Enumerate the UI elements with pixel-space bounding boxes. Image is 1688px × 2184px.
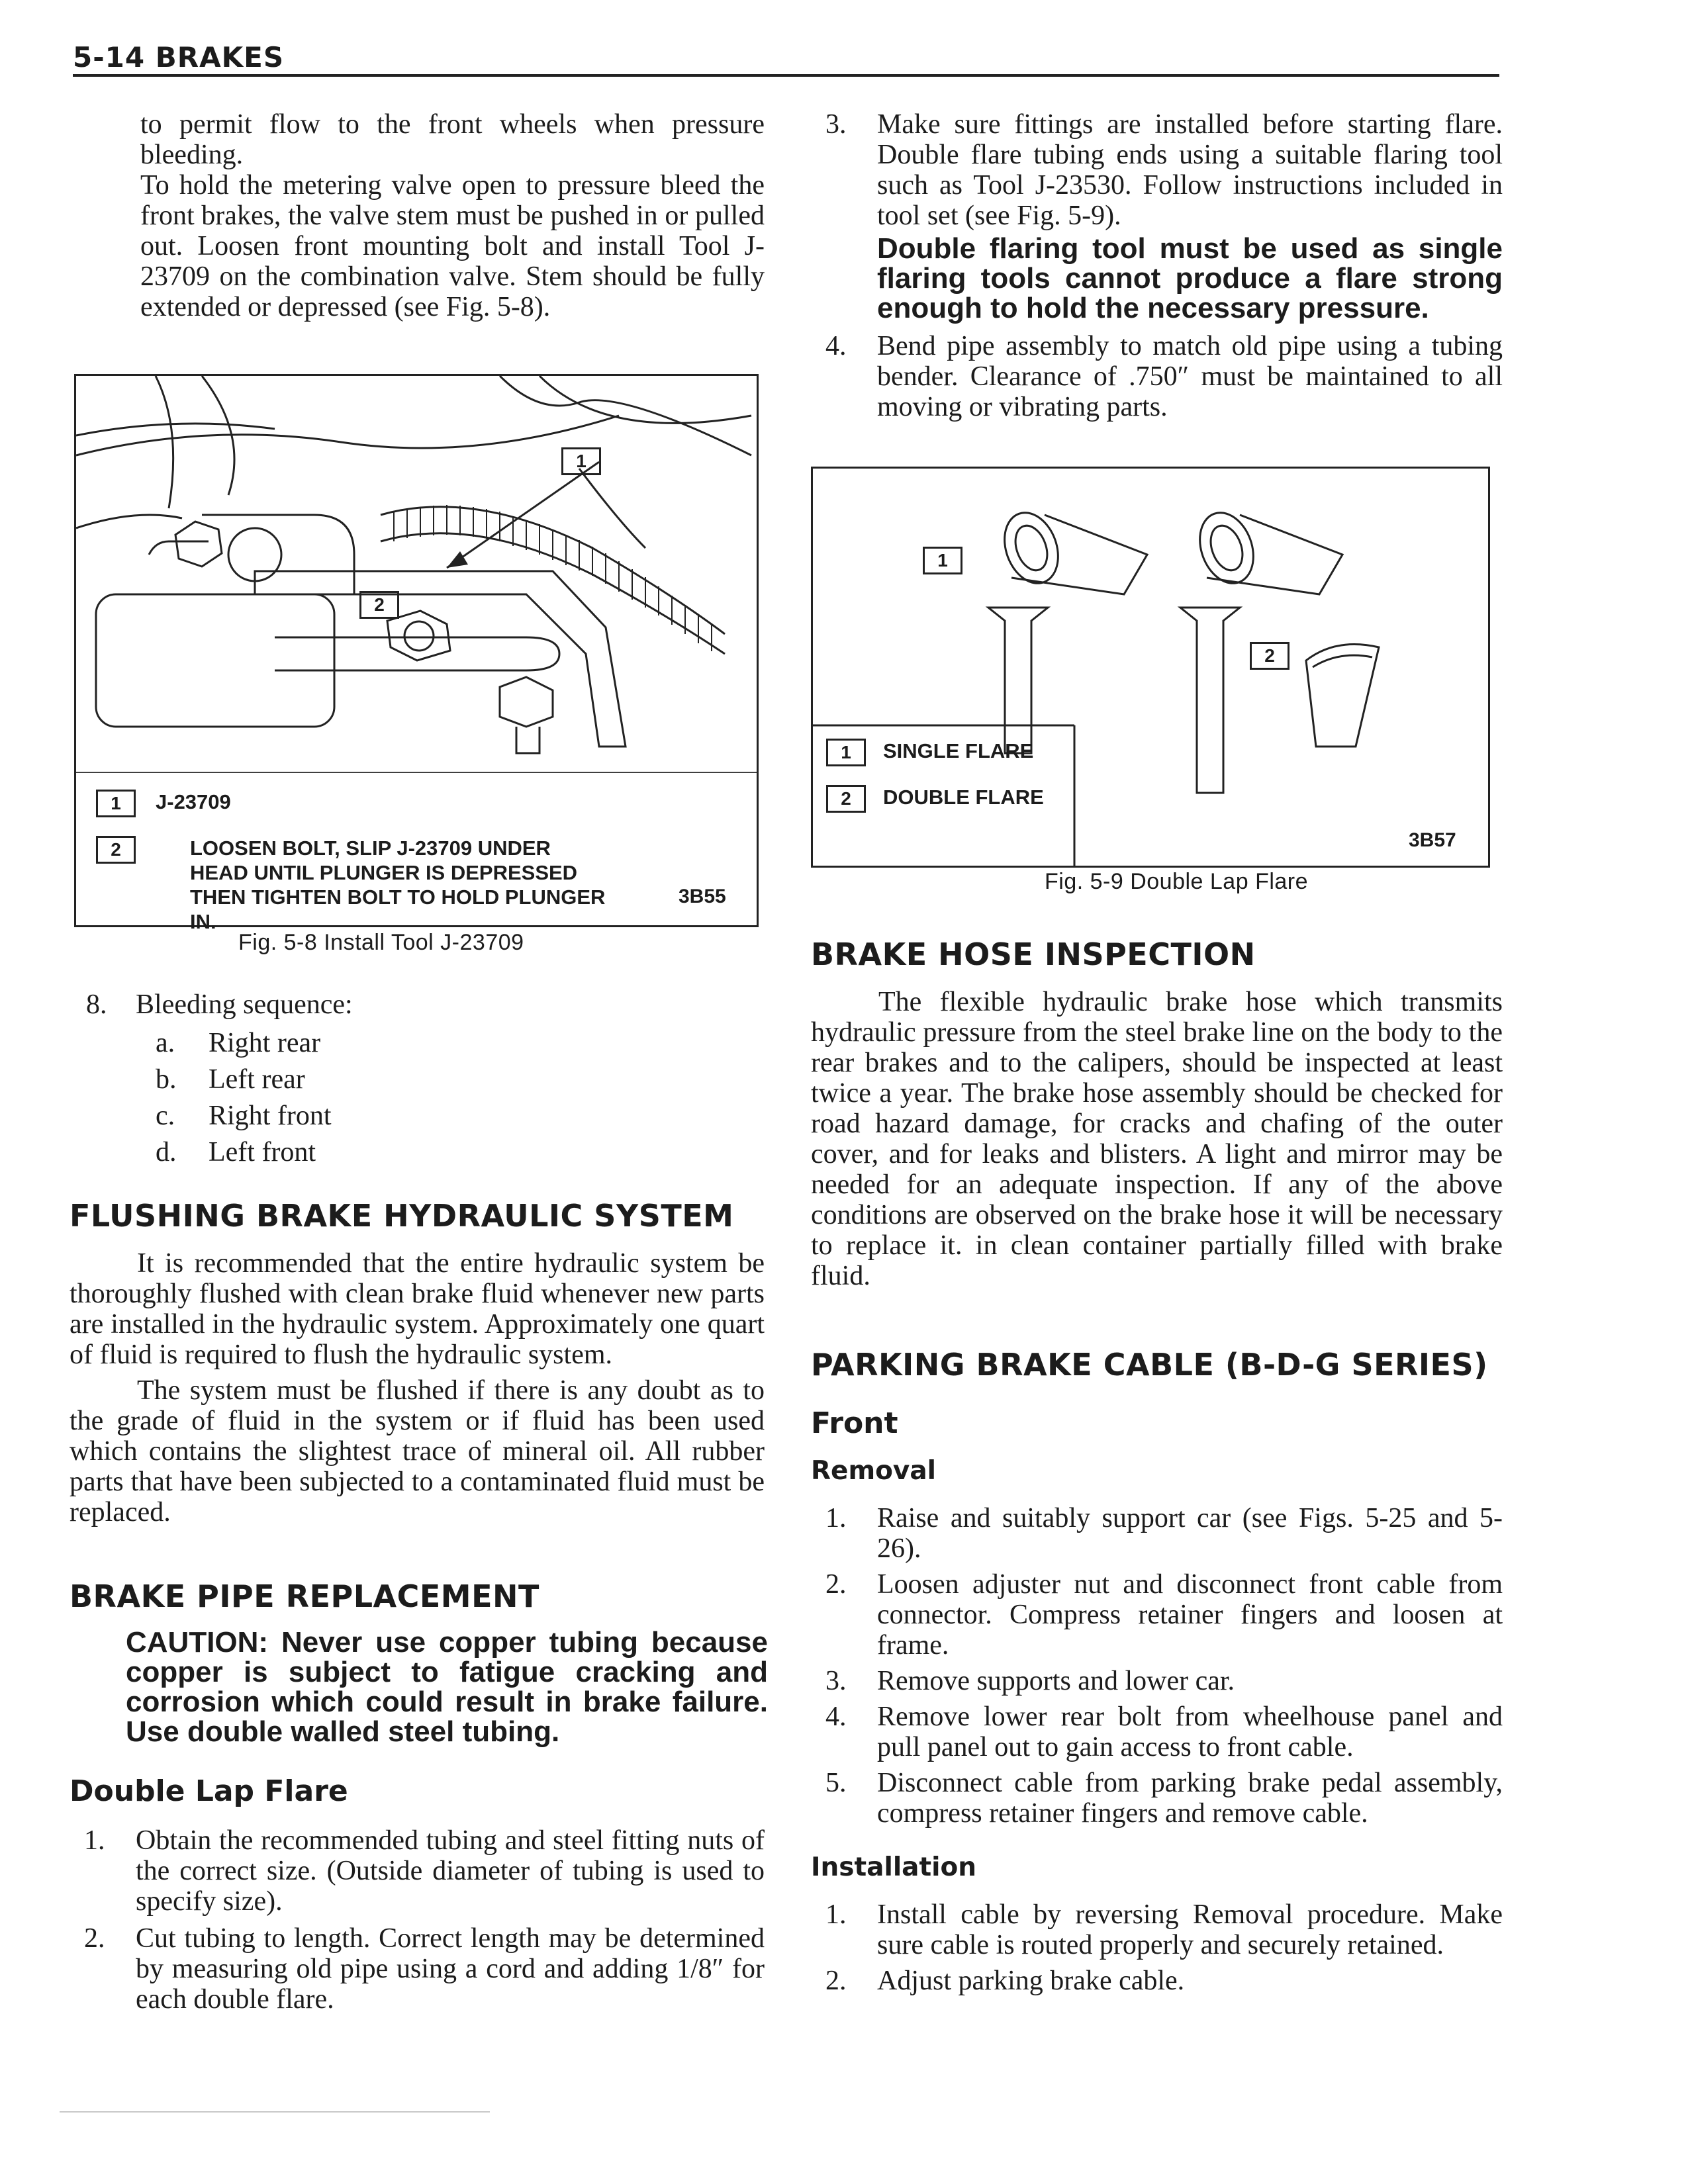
- sequence-item: [70, 1098, 765, 1134]
- right-steps: [811, 109, 1503, 422]
- removal-step: [811, 1503, 1503, 1564]
- legend-text-j23709: J-23709: [156, 790, 231, 814]
- sequence-letter: d.: [156, 1137, 177, 1167]
- parking-brake-section: [811, 1347, 1503, 1996]
- header-rule: [73, 74, 1499, 77]
- legend-badge-2: 2: [96, 836, 136, 864]
- figure-5-9-legend-2: [826, 785, 1071, 813]
- sequence-text: Left rear: [209, 1064, 305, 1095]
- figure-5-8-badge-1: 1: [561, 447, 601, 475]
- removal-heading: Removal: [811, 1456, 937, 1486]
- flare-step-number: 1.: [84, 1825, 105, 1856]
- sequence-item: [70, 1062, 765, 1098]
- legend-badge-1: 1: [826, 739, 866, 766]
- removal-step-text: Raise and suitably support car (see Figs. 5-25 and 5-26).: [877, 1503, 1503, 1564]
- step-4: [811, 331, 1503, 422]
- installation-step-number: 2.: [825, 1966, 847, 1996]
- flare-step: [70, 1923, 765, 2015]
- removal-step-text: Remove lower rear bolt from wheelhouse panel and pull panel out to gain access to front cable.: [877, 1702, 1503, 1762]
- installation-step: [811, 1966, 1503, 1996]
- installation-step-text: Adjust parking brake cable.: [877, 1966, 1185, 1996]
- removal-step: [811, 1768, 1503, 1829]
- removal-step: [811, 1666, 1503, 1696]
- hose-inspection-section: [811, 936, 1503, 1291]
- sequence-text: Left front: [209, 1137, 316, 1167]
- flushing-section: [70, 1198, 765, 1527]
- figure-5-8-badge-2: 2: [359, 591, 399, 619]
- removal-step: [811, 1569, 1503, 1661]
- removal-step-text: Loosen adjuster nut and disconnect front cable from connector. Compress retainer fingers and loosen at frame.: [877, 1569, 1503, 1661]
- installation-heading: Installation: [811, 1852, 977, 1882]
- removal-step-number: 1.: [825, 1503, 847, 1533]
- flare-step: [70, 1825, 765, 1917]
- caution-note: CAUTION: Never use copper tubing because copper is subject to fatigue cracking and corrosion which could result in brake failure. Use double walled steel tubing.: [126, 1626, 768, 1748]
- bleeding-sequence: [70, 989, 765, 1171]
- removal-step: [811, 1702, 1503, 1762]
- removal-step-number: 2.: [825, 1569, 847, 1600]
- parking-brake-heading: PARKING BRAKE CABLE (B-D-G SERIES): [811, 1347, 1488, 1383]
- double-flaring-note: Double flaring tool must be used as single flaring tools cannot produce a flare strong enough to hold the necessary pressure.: [877, 232, 1503, 324]
- step-3-number: 3.: [825, 109, 847, 140]
- figure-5-8-legend-1: [96, 790, 731, 817]
- sequence-letter: c.: [156, 1101, 175, 1131]
- flare-step-text: Cut tubing to length. Correct length may be determined by measuring old pipe using a cord and adding 1/8″ for each double flare.: [136, 1923, 765, 2015]
- flushing-paragraph-2: The system must be flushed if there is any doubt as to the grade of fluid in the system or if fluid has been used which contains the slightest trace of mineral oil. All rubber parts that have been subjected to a contaminated fluid must be replaced.: [70, 1375, 765, 1527]
- figure-5-9-caption: Fig. 5-9 Double Lap Flare: [1045, 869, 1309, 894]
- legend-single-flare: SINGLE FLARE: [883, 739, 1034, 763]
- legend-text-loosen-bolt: LOOSEN BOLT, SLIP J-23709 UNDER HEAD UNTIL PLUNGER IS DEPRESSED THEN TIGHTEN BOLT TO HOLD PLUNGER IN.: [190, 837, 606, 933]
- step-8-number: 8.: [86, 989, 107, 1020]
- installation-step: [811, 1899, 1503, 1960]
- hose-inspection-heading: BRAKE HOSE INSPECTION: [811, 936, 1256, 972]
- figure-5-9-code: 3B57: [1409, 829, 1456, 851]
- front-heading: Front: [811, 1406, 898, 1440]
- installation-step-number: 1.: [825, 1899, 847, 1930]
- flushing-heading: FLUSHING BRAKE HYDRAULIC SYSTEM: [70, 1198, 734, 1234]
- figure-5-8-code: 3B55: [679, 886, 726, 907]
- step-4-text: Bend pipe assembly to match old pipe using a tubing bender. Clearance of .750″ must be maintained to all moving or vibrating parts.: [877, 331, 1503, 422]
- step-3: [811, 109, 1503, 323]
- double-lap-flare-heading: Double Lap Flare: [70, 1774, 348, 1808]
- legend-badge-2: 2: [826, 785, 866, 813]
- figure-5-8-legend-2: [96, 836, 612, 934]
- figure-5-8: [74, 374, 759, 933]
- intro-paragraph-1: to permit flow to the front wheels when pressure bleeding.: [140, 109, 765, 170]
- sequence-letter: b.: [156, 1064, 177, 1095]
- figure-5-8-caption: Fig. 5-8 Install Tool J-23709: [238, 930, 524, 955]
- sequence-text: Right front: [209, 1101, 332, 1131]
- step-8: [70, 989, 765, 1020]
- flushing-paragraph-1: It is recommended that the entire hydraulic system be thoroughly flushed with clean brake fluid whenever new parts are installed in the hydraulic system. Approximately one quart of fluid is required to flush the hydraulic system.: [70, 1248, 765, 1370]
- figure-5-9-legend-1: [826, 739, 1071, 766]
- removal-step-number: 5.: [825, 1768, 847, 1798]
- sequence-text: Right rear: [209, 1028, 321, 1058]
- figure-5-9-badge-1: 1: [923, 547, 962, 574]
- removal-step-number: 3.: [825, 1666, 847, 1696]
- flare-step-text: Obtain the recommended tubing and steel fitting nuts of the correct size. (Outside diameter of tubing is used to specify size).: [136, 1825, 765, 1917]
- removal-step-text: Remove supports and lower car.: [877, 1666, 1235, 1696]
- page-header: 5-14 BRAKES: [73, 41, 285, 73]
- figure-5-9-badge-2: 2: [1250, 642, 1289, 670]
- installation-step-text: Install cable by reversing Removal procedure. Make sure cable is routed properly and securely retained.: [877, 1899, 1503, 1960]
- legend-badge-1: 1: [96, 790, 136, 817]
- removal-step-text: Disconnect cable from parking brake pedal assembly, compress retainer fingers and remove cable.: [877, 1768, 1503, 1829]
- step-3-text: Make sure fittings are installed before starting flare. Double flare tubing ends using a suitable flaring tool such as Tool J-23530. Follow instructions included in tool set (see Fig. 5-9).: [877, 109, 1503, 231]
- intro-paragraph-2: To hold the metering valve open to pressure bleed the front brakes, the valve stem must be pushed in or pulled out. Loosen front mounting bolt and install Tool J-23709 on the combination valve. Stem should be fully extended or depressed (see Fig. 5-8).: [140, 170, 765, 322]
- figure-5-9: [811, 467, 1490, 868]
- step-4-number: 4.: [825, 331, 847, 361]
- sequence-item: [70, 1134, 765, 1171]
- pipe-replacement-section: [70, 1578, 768, 2015]
- flare-step-number: 2.: [84, 1923, 105, 1954]
- step-8-text: Bleeding sequence:: [136, 989, 353, 1020]
- combination-valve-illustration: [76, 376, 757, 773]
- legend-double-flare: DOUBLE FLARE: [883, 786, 1044, 809]
- footer-scan-line: [60, 2111, 490, 2113]
- sequence-letter: a.: [156, 1028, 175, 1058]
- left-intro: [70, 109, 765, 322]
- removal-step-number: 4.: [825, 1702, 847, 1732]
- sequence-item: [70, 1025, 765, 1062]
- hose-inspection-paragraph: The flexible hydraulic brake hose which transmits hydraulic pressure from the steel brake line on the body to the rear brakes and to the calipers, should be inspected at least twice a year. The brake hose assembly should be checked for road hazard damage, for cracks and chafing of the outer cover, and for leaks and blisters. A light and mirror may be needed for an adequate inspection. If any of the above conditions are observed on the brake hose it will be necessary to replace it. in clean container partially filled with brake fluid.: [811, 987, 1503, 1291]
- pipe-replacement-heading: BRAKE PIPE REPLACEMENT: [70, 1578, 539, 1614]
